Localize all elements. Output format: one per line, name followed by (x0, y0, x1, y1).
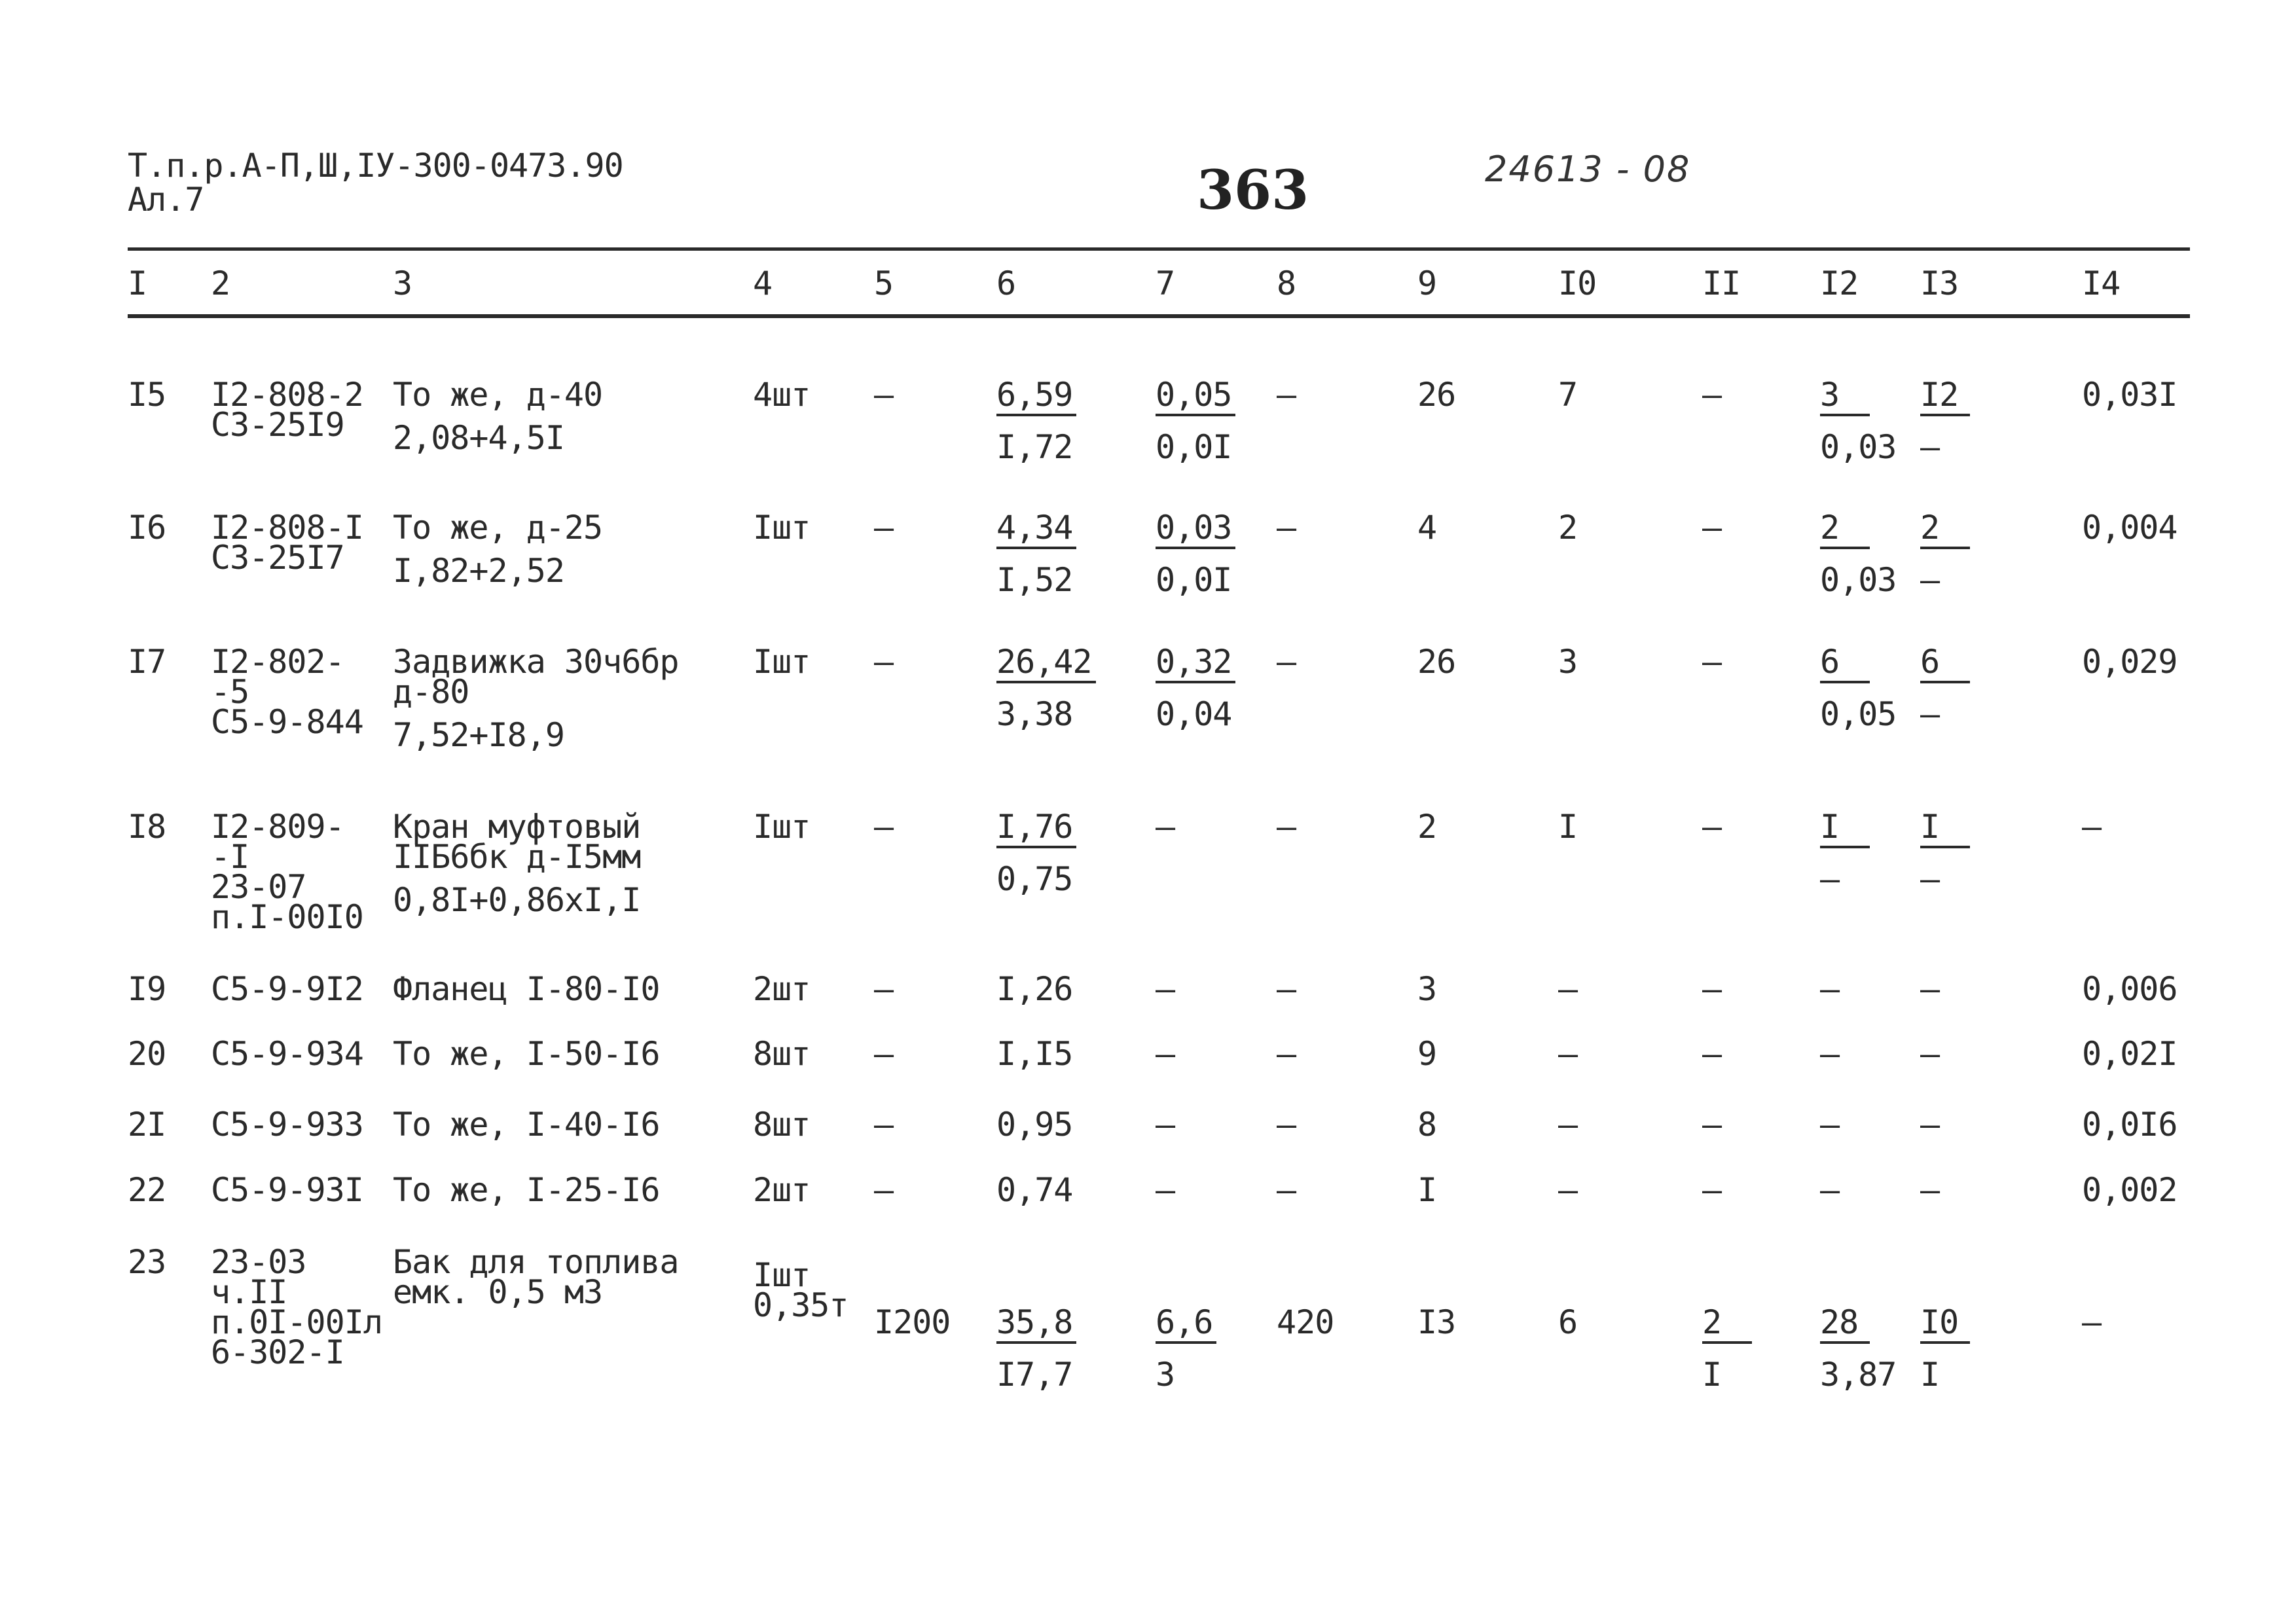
item-name: То же, I-50-I6 (393, 1035, 660, 1073)
cell-col-6: 0,74 (996, 1171, 1073, 1209)
document-reference: Т.п.р.А-П,Ш,IУ-300-0473.90 (128, 147, 623, 185)
cell-col-6 (996, 376, 1076, 466)
item-code: 6-302-I (211, 1333, 344, 1371)
cell-col-9: 26 (1417, 643, 1456, 681)
cell-col-12-numerator: 6 (1820, 645, 1870, 683)
cell-col-10: – (1558, 970, 1578, 1008)
cell-col-8: – (1277, 643, 1296, 681)
cell-col-6 (996, 509, 1076, 599)
cell-col-7: – (1156, 1171, 1175, 1209)
column-header-12: I2 (1820, 264, 1859, 302)
item-code: С5-9-93I (211, 1171, 363, 1209)
cell-col-10: – (1558, 1035, 1578, 1073)
cell-col-6 (996, 645, 1096, 731)
column-header-5: 5 (874, 264, 894, 302)
album-label: Ал.7 (128, 181, 204, 219)
cell-col-9: 2 (1417, 808, 1437, 846)
cell-col-6-numerator: I,76 (996, 810, 1076, 848)
cell-col-12-numerator: 2 (1820, 511, 1870, 549)
cell-col-12: – (1820, 1035, 1840, 1073)
item-code: С5-9-933 (211, 1106, 363, 1144)
cell-col-13: – (1920, 1106, 1940, 1144)
cell-col-11: – (1702, 808, 1722, 846)
cell-col-7 (1156, 376, 1235, 466)
cell-col-9: 3 (1417, 970, 1437, 1008)
column-header-4: 4 (753, 264, 773, 302)
item-name: Задвижка 30ч6бр (393, 643, 679, 681)
cell-col-12 (1820, 645, 1896, 731)
item-name: Фланец I-80-I0 (393, 970, 660, 1008)
cell-col-5: – (874, 643, 894, 681)
item-code: I2-808-2 (211, 376, 363, 414)
cell-col-6-denominator: I,72 (996, 428, 1073, 466)
item-code: п.0I-00Iл (211, 1303, 382, 1341)
item-code: п.I-00I0 (211, 898, 363, 936)
cell-col-13-numerator: I2 (1920, 378, 1970, 416)
cell-col-12: – (1820, 1171, 1840, 1209)
cell-col-8: – (1277, 1106, 1296, 1144)
cell-col-12-numerator: 28 (1820, 1306, 1870, 1344)
column-header-10: I0 (1558, 264, 1597, 302)
item-quantity: 8шт (753, 1106, 811, 1144)
item-code: 23-07 (211, 868, 306, 906)
cell-col-9: 9 (1417, 1035, 1437, 1073)
cell-col-10: 2 (1558, 509, 1578, 547)
item-code: С5-9-934 (211, 1035, 363, 1073)
item-code: -5 (211, 673, 249, 711)
cell-col-11: – (1702, 1106, 1722, 1144)
cell-col-14: 0,004 (2082, 509, 2178, 547)
cell-col-5: – (874, 376, 894, 414)
item-code: ч.II (211, 1273, 287, 1311)
cell-col-13-denominator: – (1920, 428, 1940, 466)
cell-col-10: – (1558, 1106, 1578, 1144)
column-header-1: I (128, 264, 147, 302)
table-top-rule (128, 247, 2190, 251)
cell-col-13-numerator: 2 (1920, 511, 1970, 549)
column-header-9: 9 (1417, 264, 1437, 302)
row-number: I6 (128, 509, 166, 547)
cell-col-12-denominator: 3,87 (1820, 1356, 1897, 1394)
cell-col-12: – (1820, 1106, 1840, 1144)
cell-col-13-denominator: – (1920, 695, 1940, 733)
cell-col-10: I (1558, 808, 1578, 846)
item-quantity: Iшт (753, 1256, 811, 1294)
cell-col-6 (996, 808, 1076, 898)
column-header-6: 6 (996, 264, 1016, 302)
cell-col-6-numerator: 35,8 (996, 1306, 1076, 1344)
item-quantity: 8шт (753, 1035, 811, 1073)
cell-col-8: – (1277, 808, 1296, 846)
cell-col-11: – (1702, 1035, 1722, 1073)
row-number: 20 (128, 1035, 166, 1073)
cell-col-11: – (1702, 1171, 1722, 1209)
cell-col-11-denominator: I (1702, 1356, 1722, 1394)
page-number: 363 (1197, 159, 1309, 222)
item-quantity: Iшт (753, 808, 811, 846)
cell-col-11-numerator: 2 (1702, 1306, 1752, 1344)
cell-col-12 (1820, 1303, 1897, 1394)
cell-col-9: 26 (1417, 376, 1456, 414)
item-quantity: 2шт (753, 1171, 811, 1209)
cell-col-14: 0,02I (2082, 1035, 2178, 1073)
cell-col-7: – (1156, 1106, 1175, 1144)
item-name: IIБ6бк д-I5мм (393, 838, 641, 876)
table-header-rule (128, 314, 2190, 318)
cell-col-12-denominator: 0,03 (1820, 428, 1897, 466)
cell-col-5: – (874, 509, 894, 547)
cell-col-7-denominator: 3 (1156, 1356, 1175, 1394)
row-number: 2I (128, 1106, 166, 1144)
cell-col-10: – (1558, 1171, 1578, 1209)
cell-col-9: 8 (1417, 1106, 1437, 1144)
inventory-number: 24613 - 08 (1485, 149, 1691, 190)
cell-col-13 (1920, 645, 1970, 731)
cell-col-7: – (1156, 970, 1175, 1008)
item-quantity: Iшт (753, 509, 811, 547)
item-code: I2-808-I (211, 509, 363, 547)
cell-col-9: I3 (1417, 1303, 1456, 1341)
cell-col-13-denominator: – (1920, 561, 1940, 599)
cell-col-12 (1820, 808, 1870, 898)
cell-col-9: I (1417, 1171, 1437, 1209)
item-name: Кран муфтовый (393, 808, 641, 846)
cell-col-13-numerator: I0 (1920, 1306, 1970, 1344)
cell-col-7 (1156, 645, 1235, 731)
cell-col-14: 0,006 (2082, 970, 2178, 1008)
cell-col-6-numerator: 4,34 (996, 511, 1076, 549)
item-code: С5-9-9I2 (211, 970, 363, 1008)
cell-col-6: I,26 (996, 970, 1073, 1008)
cell-col-13 (1920, 376, 1970, 466)
cell-col-7 (1156, 1303, 1216, 1394)
cell-col-13: – (1920, 970, 1940, 1008)
cell-col-14: 0,029 (2082, 643, 2178, 681)
cell-col-13-numerator: 6 (1920, 645, 1970, 683)
cell-col-5: I200 (874, 1303, 951, 1341)
cell-col-11: – (1702, 970, 1722, 1008)
item-quantity: 0,35т (753, 1286, 848, 1324)
cell-col-6-denominator: I,52 (996, 561, 1073, 599)
item-code: I2-809- (211, 808, 344, 846)
item-name: То же, д-40 (393, 376, 603, 414)
cell-col-12-denominator: – (1820, 860, 1840, 898)
item-code: С3-25I7 (211, 539, 344, 577)
row-number: I8 (128, 808, 166, 846)
cell-col-7-numerator: 0,03 (1156, 511, 1235, 549)
item-code: 23-03 (211, 1243, 306, 1281)
cell-col-7-numerator: 6,6 (1156, 1306, 1216, 1344)
cell-col-11: – (1702, 509, 1722, 547)
cell-col-5: – (874, 1106, 894, 1144)
item-name: емк. 0,5 м3 (393, 1273, 603, 1311)
cell-col-14: – (2082, 1303, 2102, 1341)
cell-col-7: – (1156, 1035, 1175, 1073)
item-code: С5-9-844 (211, 703, 363, 741)
cell-col-13: – (1920, 1171, 1940, 1209)
cell-col-14: 0,002 (2082, 1171, 2178, 1209)
cell-col-8: – (1277, 376, 1296, 414)
cell-col-13 (1920, 1303, 1970, 1394)
row-number: I5 (128, 376, 166, 414)
cell-col-13-numerator: I (1920, 810, 1970, 848)
cell-col-5: – (874, 1171, 894, 1209)
cell-col-6: I,I5 (996, 1035, 1073, 1073)
column-header-8: 8 (1277, 264, 1296, 302)
cell-col-7-denominator: 0,0I (1156, 428, 1232, 466)
column-header-13: I3 (1920, 264, 1959, 302)
cell-col-11: – (1702, 376, 1722, 414)
item-calculation: 7,52+I8,9 (393, 716, 564, 754)
cell-col-6-denominator: 3,38 (996, 695, 1073, 733)
item-calculation: 2,08+4,5I (393, 419, 564, 457)
cell-col-8: – (1277, 509, 1296, 547)
item-code: С3-25I9 (211, 406, 344, 444)
cell-col-11: – (1702, 643, 1722, 681)
item-name: д-80 (393, 673, 469, 711)
item-name: То же, д-25 (393, 509, 603, 547)
cell-col-10: 7 (1558, 376, 1578, 414)
cell-col-7-denominator: 0,04 (1156, 695, 1232, 733)
cell-col-8: – (1277, 970, 1296, 1008)
column-header-2: 2 (211, 264, 230, 302)
cell-col-13-denominator: I (1920, 1356, 1940, 1394)
cell-col-10: 3 (1558, 643, 1578, 681)
item-calculation: I,82+2,52 (393, 552, 564, 590)
item-quantity: Iшт (753, 643, 811, 681)
cell-col-12-numerator: I (1820, 810, 1870, 848)
cell-col-5: – (874, 1035, 894, 1073)
item-quantity: 4шт (753, 376, 811, 414)
cell-col-6: 0,95 (996, 1106, 1073, 1144)
cell-col-5: – (874, 808, 894, 846)
cell-col-14: – (2082, 808, 2102, 846)
cell-col-9: 4 (1417, 509, 1437, 547)
cell-col-14: 0,03I (2082, 376, 2178, 414)
cell-col-12 (1820, 509, 1897, 599)
column-header-3: 3 (393, 264, 412, 302)
cell-col-13 (1920, 509, 1970, 599)
item-name: То же, I-40-I6 (393, 1106, 660, 1144)
cell-col-13: – (1920, 1035, 1940, 1073)
column-header-11: II (1702, 264, 1741, 302)
cell-col-12: – (1820, 970, 1840, 1008)
cell-col-7 (1156, 509, 1235, 599)
cell-col-7-denominator: 0,0I (1156, 561, 1232, 599)
item-calculation: 0,8I+0,86хI,I (393, 881, 641, 919)
cell-col-8: – (1277, 1171, 1296, 1209)
cell-col-10: 6 (1558, 1303, 1578, 1341)
cell-col-6-denominator: I7,7 (996, 1356, 1073, 1394)
cell-col-6-numerator: 26,42 (996, 645, 1096, 683)
cell-col-14: 0,0I6 (2082, 1106, 2178, 1144)
item-name: То же, I-25-I6 (393, 1171, 660, 1209)
column-header-7: 7 (1156, 264, 1175, 302)
cell-col-8: – (1277, 1035, 1296, 1073)
cell-col-6-denominator: 0,75 (996, 860, 1073, 898)
cell-col-7-numerator: 0,05 (1156, 378, 1235, 416)
cell-col-13 (1920, 808, 1970, 898)
cell-col-7: – (1156, 808, 1175, 846)
cell-col-6-numerator: 6,59 (996, 378, 1076, 416)
cell-col-6 (996, 1303, 1076, 1394)
item-code: -I (211, 838, 249, 876)
item-name: Бак для топлива (393, 1243, 679, 1281)
cell-col-12 (1820, 376, 1897, 466)
cell-col-12-denominator: 0,05 (1820, 695, 1897, 733)
cell-col-8: 420 (1277, 1303, 1334, 1341)
row-number: I9 (128, 970, 166, 1008)
cell-col-11 (1702, 1303, 1752, 1394)
cell-col-5: – (874, 970, 894, 1008)
cell-col-12-denominator: 0,03 (1820, 561, 1897, 599)
row-number: 22 (128, 1171, 166, 1209)
item-quantity: 2шт (753, 970, 811, 1008)
cell-col-7-numerator: 0,32 (1156, 645, 1235, 683)
row-number: 23 (128, 1243, 166, 1281)
column-header-14: I4 (2082, 264, 2121, 302)
item-code: I2-802- (211, 643, 344, 681)
cell-col-12-numerator: 3 (1820, 378, 1870, 416)
row-number: I7 (128, 643, 166, 681)
cell-col-13-denominator: – (1920, 860, 1940, 898)
